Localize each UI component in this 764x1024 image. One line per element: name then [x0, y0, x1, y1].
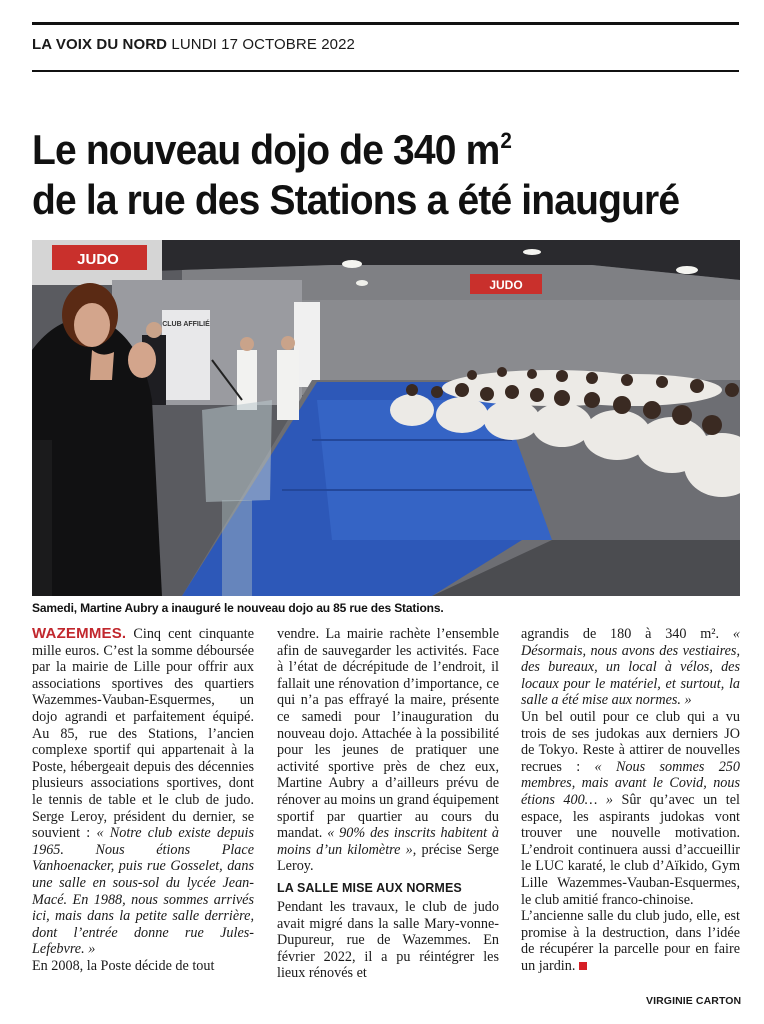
- paragraph: [521, 908, 740, 974]
- article-column-3: [521, 626, 740, 974]
- headline-superscript: 2: [500, 128, 512, 153]
- section-subhead: LA SALLE MISE AUX NORMES: [277, 880, 462, 895]
- headline: [32, 116, 709, 225]
- quote: « Notre club existe depuis 1965. Nous étions Place Vanhoenacker, puis rue Gosselet, dans une salle en sous-sol du lycée Jean-Macé. En 1988, nous sommes arrivés ici, mais dans la petite salle derrière, dont l’entrée donne rue Jules-Lefebvre. »: [32, 825, 254, 958]
- paragraph: [277, 626, 499, 875]
- paragraph: En 2008, la Poste décide de tout: [32, 957, 215, 974]
- body-text: , précise Serge Leroy.: [277, 841, 499, 875]
- masthead-rule: [32, 70, 739, 72]
- kicker: WAZEMMES.: [32, 625, 127, 642]
- body-text: L’ancienne salle du club judo, elle, est promise à la destruction, dans l’idée de récupérer la parcelle pour en faire un jardin.: [521, 908, 740, 974]
- paragraph: [521, 709, 740, 908]
- body-text: agrandis de 180 à 340 m².: [521, 626, 733, 642]
- article-photo: [32, 240, 740, 596]
- article-column-1: [32, 626, 254, 974]
- masthead: [32, 35, 355, 55]
- lead-text: Cinq cent cinquante mille euros. C’est la somme déboursée par la mairie de Lille pour offrir aux associations sportives des quartiers Wazemmes-Vauban-Esquermes, un dojo agrandi et parfaitement équipé. Au 85, rue des Stations, l’ancien complexe sportif qui appartenait à la Poste, hébergeait depuis des décennies plusieurs associations sportives, dont le tennis de table et le club de judo. Serge Leroy, président du dernier, se souvient :: [32, 626, 254, 842]
- byline: VIRGINIE CARTON: [646, 995, 742, 1007]
- body-text: vendre. La mairie rachète l’ensemble afin de sauvegarder les activités. Face à l’état de décrépitude de l’endroit, il fallait une rénovation d’importance, ce qui n’a pas effrayé la maire, présente ce samedi pour l’inauguration du nouveau dojo. Attachée à la possibilité pour les jeunes de pratiquer une activité sportive près de chez eux, Martine Aubry a d’ailleurs prévu de rénover au moins un grand équipement sportif par quartier au cours du mandat.: [277, 626, 499, 842]
- end-of-article-mark: [579, 962, 587, 970]
- quote: « Nous sommes 250 membres, mais avant le Covid, nous étions 400… »: [521, 758, 740, 808]
- headline-line-1: Le nouveau dojo de 340 m: [32, 126, 500, 173]
- paragraph: [521, 626, 740, 709]
- top-rule: [32, 22, 739, 25]
- body-text: Un bel outil pour ce club qui a vu trois de ses judokas aux derniers JO de Tokyo. Reste à attirer de nouvelles recrues :: [521, 708, 740, 775]
- article-column-2: [277, 626, 499, 982]
- dojo-photo-illustration: [32, 240, 740, 596]
- paper-name: LA VOIX DU NORD: [32, 36, 168, 53]
- body-text: Sûr qu’avec un tel espace, les aspirants judokas vont trouver une nouvelle motivation. L’endroit continuera aussi d’accueillir le LUC karaté, le club d’Aïkido, Gym Lille Wazemmes-Vauban-Esquermes, le club amitié franco-chinoise.: [521, 791, 740, 908]
- headline-line-2: de la rue des Stations a été inauguré: [32, 176, 680, 223]
- wall-sign-top: JUDO: [77, 251, 119, 268]
- paragraph: [32, 626, 254, 958]
- photo-caption: Samedi, Martine Aubry a inauguré le nouveau dojo au 85 rue des Stations.: [32, 601, 444, 615]
- wall-sign-left: CLUB AFFILIÉ: [162, 321, 210, 328]
- banner-right: JUDO: [489, 278, 523, 292]
- quote: « 90% des inscrits habitent à moins d’un kilomètre »: [277, 825, 499, 858]
- quote: « Désormais, nous avons des vestiaires, des bureaux, un local à vélos, des locaux pour le matériel, et surtout, la salle a été mise aux normes. »: [521, 626, 740, 709]
- issue-date: LUNDI 17 OCTOBRE 2022: [171, 36, 355, 53]
- paragraph: Pendant les travaux, le club de judo avait migré dans la salle Mary-vonne-Dupureur, rue de Wazemmes. En février 2022, il a pu réintégrer les lieux rénovés et: [277, 898, 499, 982]
